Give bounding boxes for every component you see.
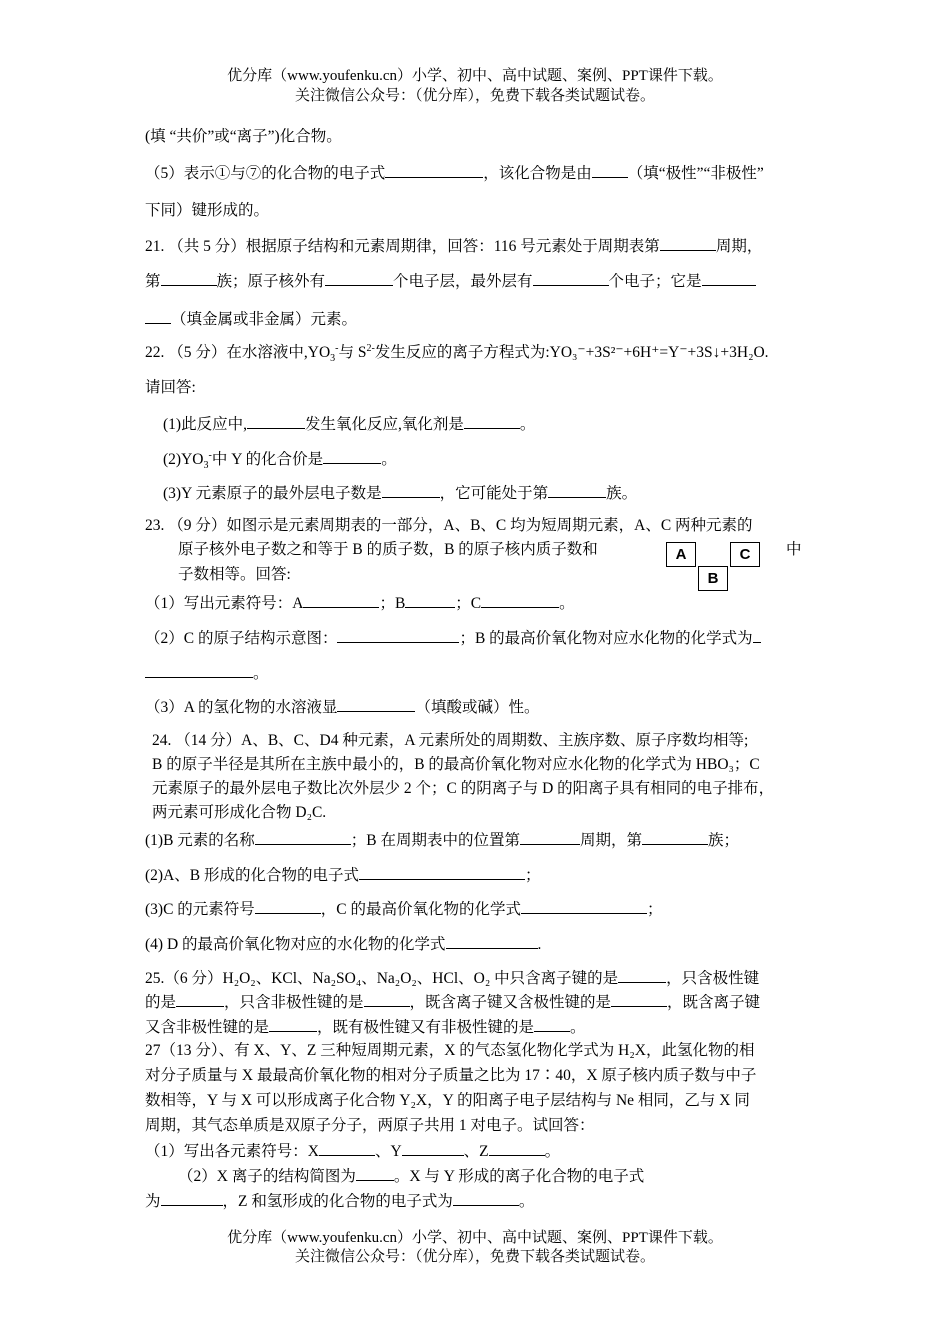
answer-blank[interactable] <box>356 1165 394 1181</box>
answer-blank[interactable] <box>481 592 559 608</box>
q27-line-3: 数相等，Y 与 X 可以形成离子化合物 Y₂X，Y 的阳离子电子层结构与 Ne 相同，乙与 X 同 <box>145 1092 750 1109</box>
q24-part2: (2)A、B 形成的化合物的电子式 ； <box>145 864 541 886</box>
q24-line-2: B 的原子半径是其所在主族中最小的，B 的最高价氧化物对应水化物的化学式为 HBO₃；C <box>152 756 760 773</box>
header-line-2: 关注微信公众号：（优分库），免费下载各类试题试卷。 <box>294 88 655 104</box>
q25-line-2: 的是 ，只含非极性键的是 ，既含离子键又含极性键的是 ，既含离子键 <box>145 991 760 1013</box>
q21-line-1: 21. （共 5 分）根据原子结构和元素周期律，回答：116 号元素处于周期表第 周期， <box>145 235 762 257</box>
answer-blank[interactable] <box>405 592 455 608</box>
answer-blank[interactable] <box>269 1016 317 1032</box>
answer-blank[interactable] <box>642 829 708 845</box>
q22-part2: $(2)YO_3^-$中 Y 的化合价是 。 <box>163 449 397 472</box>
q24-part1: (1)B 元素的名称 ；B 在周期表中的位置第 周期，第 族； <box>145 829 739 851</box>
q23-part2: （2）C 的原子结构示意图： ；B 的最高价氧化物对应水化物的化学式为 <box>145 627 761 649</box>
q20-continuation: (填 “共价”或“离子”)化合物。 <box>145 128 342 145</box>
answer-blank[interactable] <box>323 448 381 464</box>
q25-line-1: 25.（6 分）H₂O₂、KCl、Na₂SO₄、Na₂O₂、HCl、O₂ 中只含离子键的是 ，只含极性键 <box>145 967 759 989</box>
answer-blank[interactable] <box>325 270 393 286</box>
q22-line-1: 22. （5 分）在水溶液中$,YO_3^-$与 $S^{2-}$发生反应的离子方程式为:YO₃⁻+3S²⁻+6H⁺=Y⁻+3S↓+3H₂O. <box>145 342 769 365</box>
q20-part5: （5）表示①与⑦的化合物的电子式 ，该化合物是由 （填“极性”“非极性” <box>145 162 764 184</box>
answer-blank[interactable] <box>255 829 351 845</box>
answer-blank[interactable] <box>255 898 321 914</box>
q24-line-1: 24. （14 分）A、B、C、D4 种元素，A 元素所处的周期数、主族序数、原子序数均相等; <box>152 732 749 749</box>
answer-blank[interactable] <box>702 270 756 286</box>
answer-blank[interactable] <box>385 162 483 178</box>
answer-blank[interactable] <box>176 991 224 1007</box>
answer-blank[interactable] <box>145 662 253 678</box>
q23-part3: （3）A 的氢化物的水溶液显 （填酸或碱）性。 <box>145 696 539 718</box>
q22-part3: (3)Y 元素原子的最外层电子数是 ，它可能处于第 族。 <box>163 482 637 504</box>
q25-line-3: 又含非极性键的是 ，既有极性键又有非极性键的是 。 <box>145 1016 586 1038</box>
q22-part1: (1)此反应中, 发生氧化反应,氧化剂是 。 <box>163 413 535 435</box>
answer-blank[interactable] <box>446 933 538 949</box>
answer-blank[interactable] <box>618 967 666 983</box>
q23-line-1: 23. （9 分）如图示是元素周期表的一部分，A、B、C 均为短周期元素，A、C 两种元素的 <box>145 517 753 534</box>
answer-blank[interactable] <box>533 270 609 286</box>
answer-blank[interactable] <box>145 308 171 324</box>
cell-c: C <box>730 542 760 567</box>
answer-blank[interactable] <box>337 627 459 643</box>
q22-line-2: 请回答: <box>145 379 196 396</box>
answer-blank[interactable] <box>382 482 440 498</box>
answer-blank[interactable] <box>520 829 580 845</box>
q23-line-2: 原子核外电子数之和等于 B 的质子数，B 的原子核内质子数和 <box>178 541 598 558</box>
q23-line-3: 子数相等。回答: <box>178 566 291 583</box>
q24-line-3: 元素原子的最外层电子数比次外层少 2 个；C 的阴离子与 D 的阳离子具有相同的电子排布， <box>152 780 775 797</box>
q23-part2-cont: 。 <box>145 662 269 684</box>
q23-line-2-end: 中 <box>786 541 802 558</box>
footer-line-2: 关注微信公众号：（优分库），免费下载各类试题试卷。 <box>294 1249 655 1265</box>
q27-part1: （1）写出各元素符号：X 、Y 、Z 。 <box>145 1140 560 1162</box>
answer-blank[interactable] <box>161 1190 223 1206</box>
answer-blank[interactable] <box>359 864 525 880</box>
answer-blank[interactable] <box>337 696 415 712</box>
answer-blank[interactable] <box>660 235 716 251</box>
footer-line-1: 优分库（www.youfenku.cn）小学、初中、高中试题、案例、PPT课件下载。 <box>227 1230 723 1246</box>
q23-part1: （1）写出元素符号：A ；B ；C 。 <box>145 592 575 614</box>
q27-line-2: 对分子质量与 X 最最高价氧化物的相对分子质量之比为 17∶40，X 原子核内质子数与中子 <box>145 1067 757 1084</box>
q27-line-4: 周期，其气态单质是双原子分子，两原子共用 1 对电子。试回答： <box>145 1117 595 1134</box>
q24-part3: (3)C 的元素符号 ，C 的最高价氧化物的化学式 ； <box>145 898 663 920</box>
answer-blank[interactable] <box>548 482 606 498</box>
q24-line-4: 两元素可形成化合物 D₂C. <box>152 804 327 821</box>
q21-line-3: （填金属或非金属）元素。 <box>145 308 357 330</box>
q27-part2: （2）X 离子的结构简图为 。X 与 Y 形成的离子化合物的电子式 <box>178 1165 644 1187</box>
header-line-1: 优分库（www.youfenku.cn）小学、初中、高中试题、案例、PPT课件下载。 <box>227 68 723 84</box>
cell-a: A <box>666 542 696 567</box>
answer-blank[interactable] <box>303 592 379 608</box>
q20-part5-cont: 下同）键形成的。 <box>145 202 270 219</box>
answer-blank[interactable] <box>464 413 520 429</box>
answer-blank[interactable] <box>247 413 305 429</box>
q21-line-2: 第 族；原子核外有 个电子层，最外层有 个电子；它是 <box>145 270 756 292</box>
q27-part2-cont: 为 ，Z 和氢形成的化合物的电子式为 。 <box>145 1190 534 1212</box>
answer-blank[interactable] <box>611 991 667 1007</box>
answer-blank[interactable] <box>592 162 628 178</box>
answer-blank[interactable] <box>319 1140 375 1156</box>
answer-blank[interactable] <box>453 1190 519 1206</box>
q27-line-1: 27（13 分）、有 X、Y、Z 三种短周期元素，X 的气态氢化物化学式为 H₂X，此氢化物的相 <box>145 1042 755 1059</box>
answer-blank[interactable] <box>161 270 217 286</box>
answer-blank[interactable] <box>489 1140 545 1156</box>
answer-blank[interactable] <box>753 627 761 643</box>
q24-part4: (4) D 的最高价氧化物对应的水化物的化学式 . <box>145 933 541 955</box>
answer-blank[interactable] <box>364 991 410 1007</box>
answer-blank[interactable] <box>534 1016 570 1032</box>
cell-b: B <box>698 566 728 591</box>
answer-blank[interactable] <box>402 1140 464 1156</box>
answer-blank[interactable] <box>521 898 647 914</box>
